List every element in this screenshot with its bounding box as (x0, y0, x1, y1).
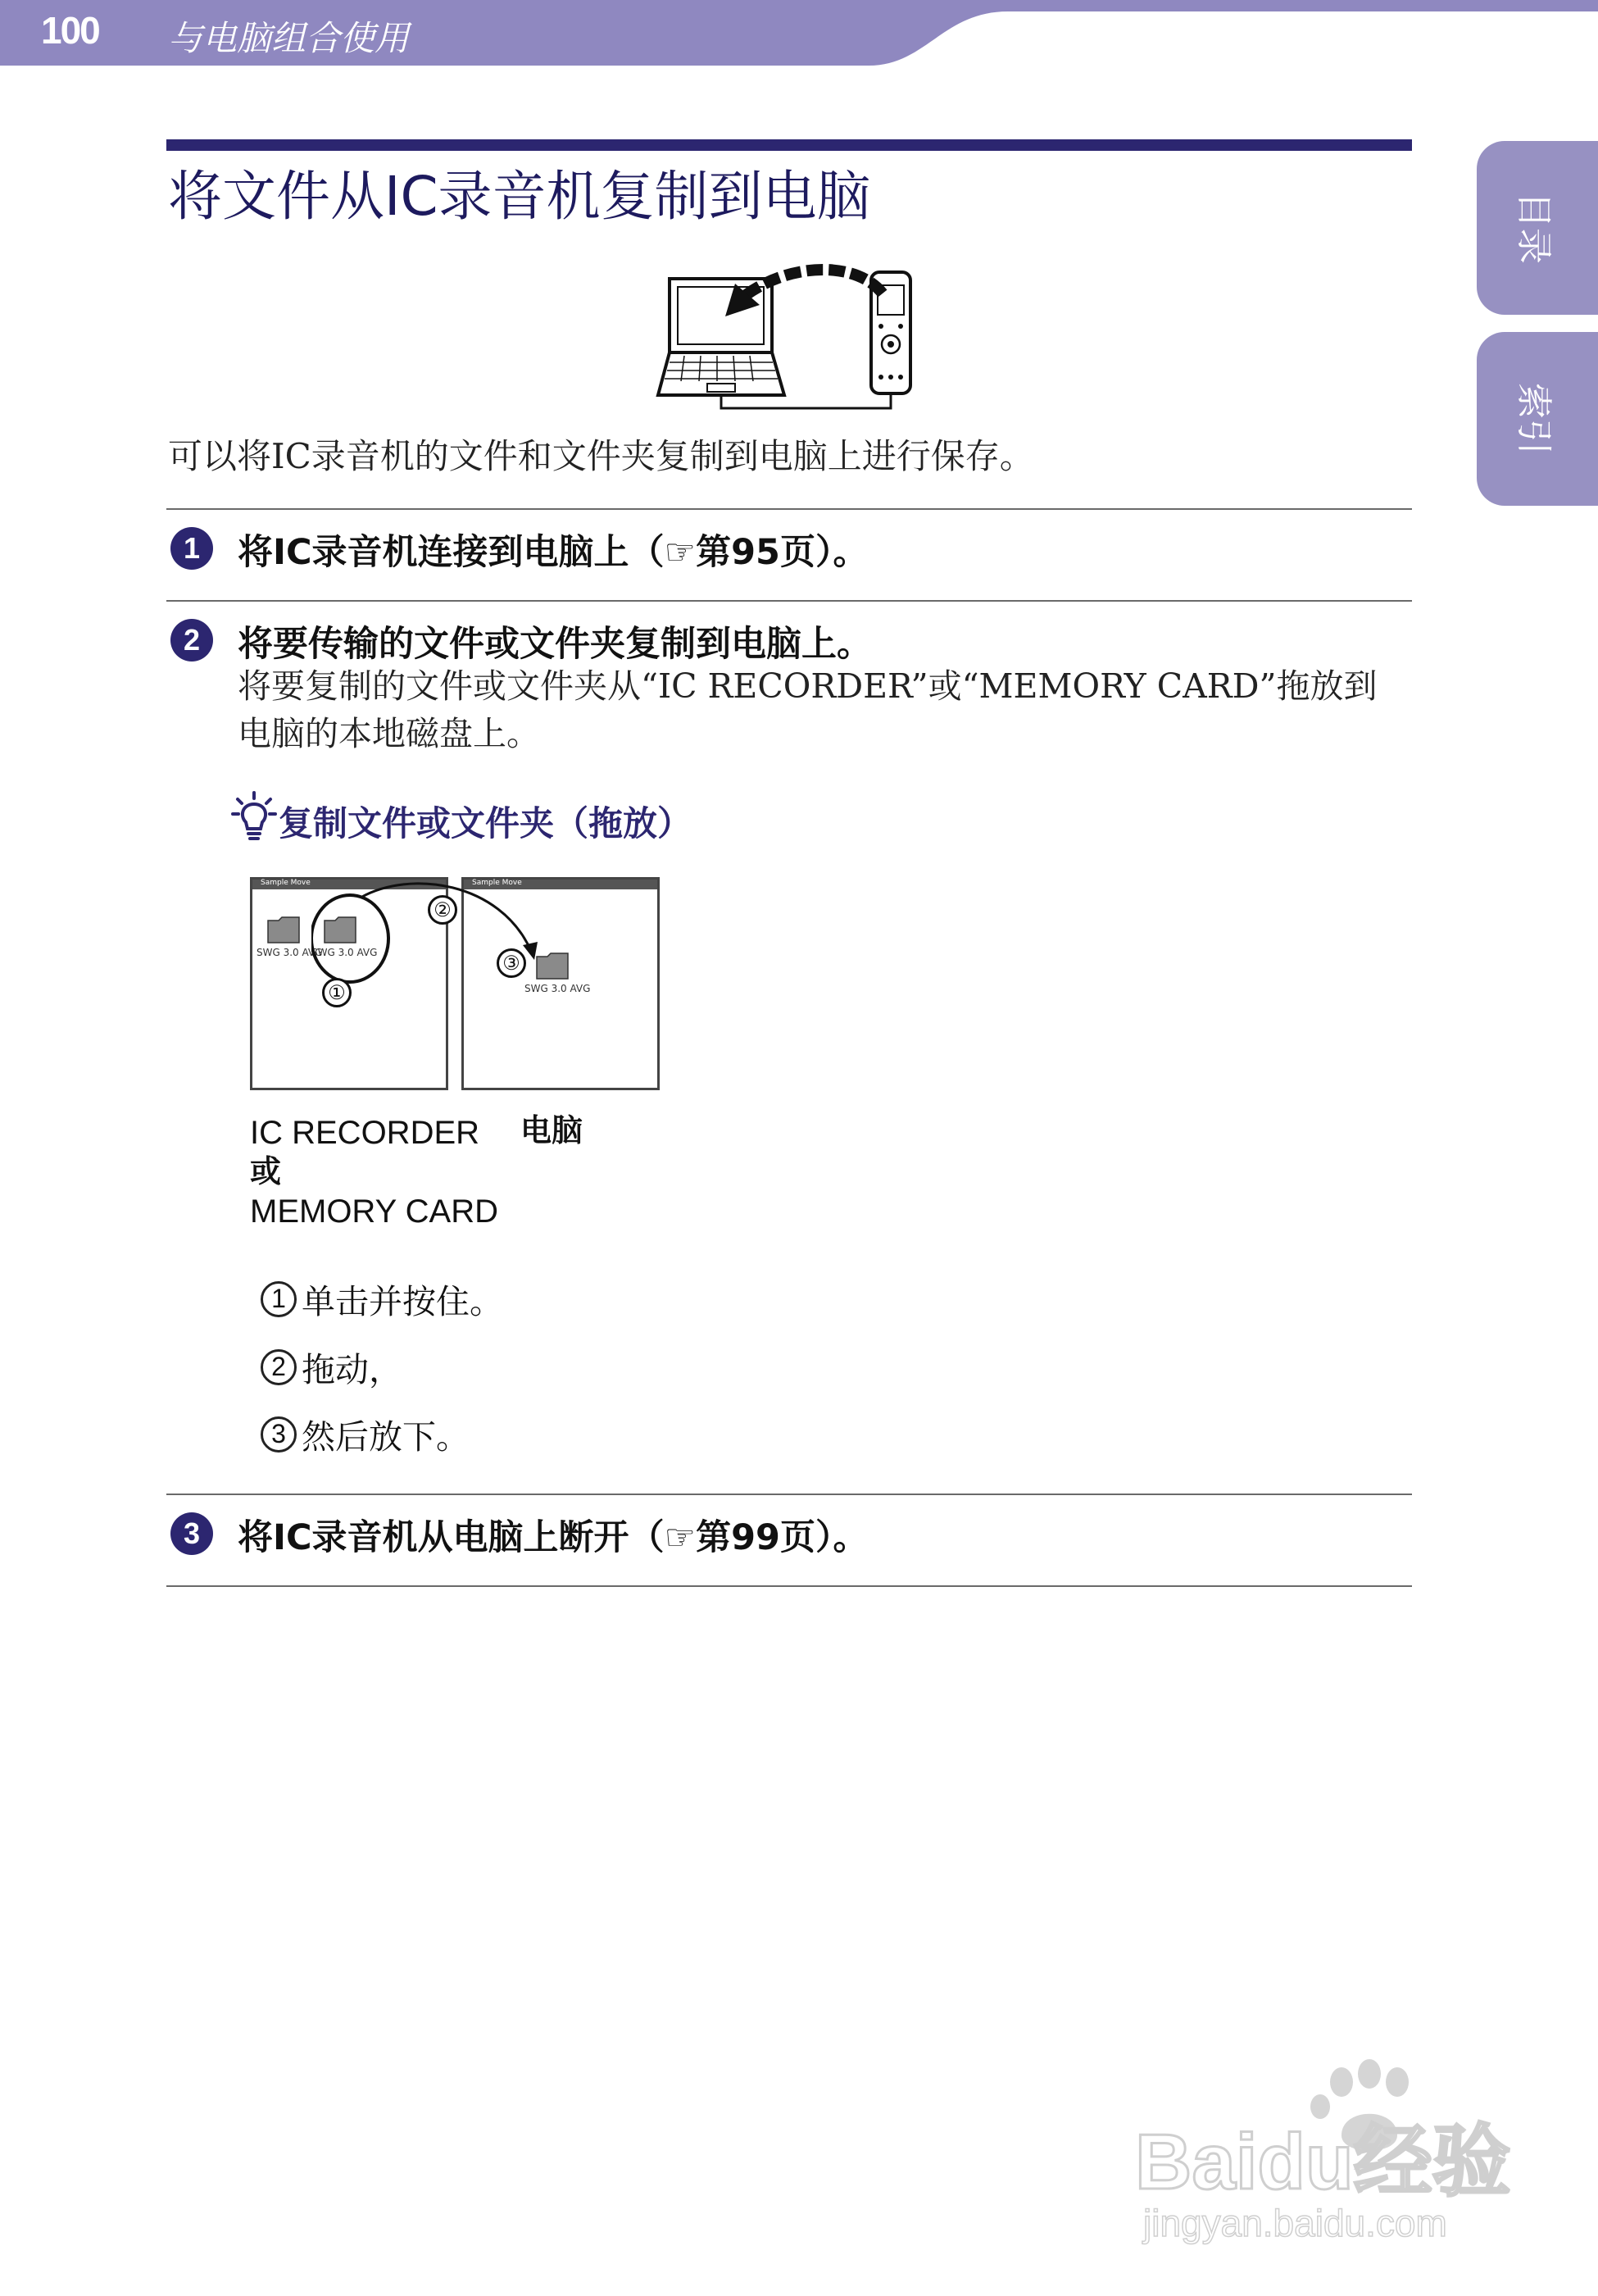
page-number: 100 (41, 9, 99, 52)
watermark-url: jingyan.baidu.com (1143, 2202, 1447, 2244)
tab-index-label: 索引 (1513, 383, 1555, 455)
divider (166, 508, 1412, 510)
lightbulb-hint-icon (231, 791, 277, 842)
section-title: 与电脑组合使用 (168, 18, 410, 58)
caption-line: 或 (250, 1155, 282, 1189)
ic-recorder-caption (250, 1113, 498, 1231)
divider (166, 600, 1412, 602)
tab-index[interactable] (1477, 332, 1598, 506)
window-title: Sample Move (261, 879, 311, 887)
watermark-brand: Baidu经验 (1135, 2118, 1511, 2206)
baidu-watermark-logo (1127, 2049, 1553, 2246)
step-1-text: 将IC录音机连接到电脑上（☞第95页）。 (238, 532, 869, 573)
step-2-badge: 2 (170, 619, 213, 662)
step-3-text: 将IC录音机从电脑上断开（☞第99页）。 (238, 1517, 869, 1558)
window-title: Sample Move (472, 879, 522, 887)
marker-3: ③ (497, 948, 526, 978)
action-text: 拖动， (302, 1350, 402, 1389)
folder-icon (267, 916, 300, 943)
step-3-badge: 3 (170, 1512, 213, 1555)
caption-line: IC RECORDER (250, 1115, 480, 1151)
folder-label: SWG 3.0 AVG (311, 947, 378, 958)
divider (166, 1585, 1412, 1587)
tab-table-of-contents[interactable] (1477, 141, 1598, 315)
marker-1: ① (322, 978, 352, 1007)
folder-label: SWG 3.0 AVG (256, 947, 323, 958)
folder-label: SWG 3.0 AVG (524, 983, 591, 994)
step-1-badge: 1 (170, 527, 213, 570)
action-item (261, 1275, 503, 1323)
marker-2: ② (428, 895, 457, 925)
step-2-text: 将要传输的文件或文件夹复制到电脑上。 (238, 624, 872, 665)
intro-text: 可以将IC录音机的文件和文件夹复制到电脑上进行保存。 (168, 436, 1034, 476)
action-text: 然后放下。 (302, 1417, 470, 1457)
action-number: 2 (261, 1349, 297, 1385)
computer-caption: 电脑 (520, 1114, 583, 1148)
caption-line: MEMORY CARD (250, 1193, 499, 1230)
action-item (261, 1343, 402, 1391)
divider (166, 1494, 1412, 1495)
action-number: 1 (261, 1281, 297, 1317)
laptop-recorder-illustration (651, 262, 930, 414)
tab-toc-label: 目录 (1513, 192, 1555, 264)
page-title: 将文件从IC录音机复制到电脑 (168, 165, 871, 228)
step-2-description: 将要复制的文件或文件夹从“IC RECORDER”或“MEMORY CARD”拖放到电脑的本地磁盘上。 (238, 666, 1378, 753)
action-text: 单击并按住。 (302, 1282, 503, 1321)
action-item (261, 1410, 470, 1458)
hint-title: 复制文件或文件夹（拖放） (279, 803, 692, 843)
title-rule (166, 139, 1412, 151)
action-number: 3 (261, 1416, 297, 1453)
